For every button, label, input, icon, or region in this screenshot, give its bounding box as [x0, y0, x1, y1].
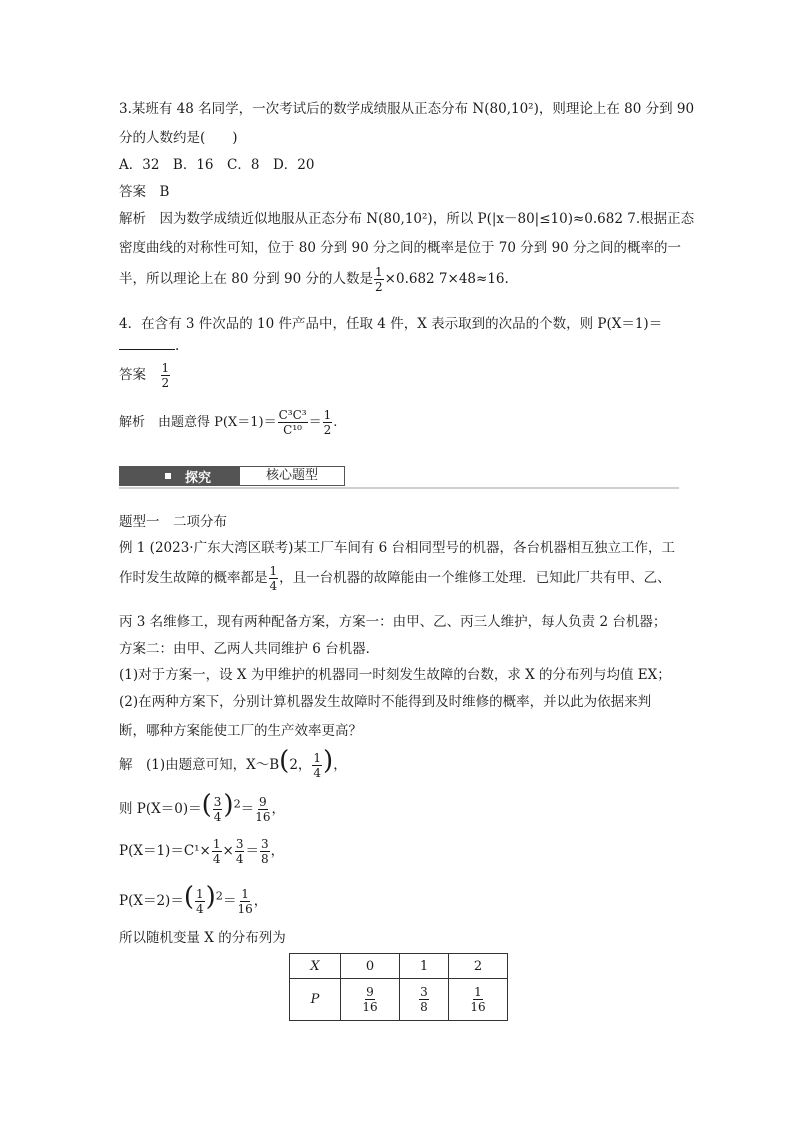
fraction	[212, 838, 222, 865]
frac-num: 1	[212, 837, 221, 851]
frac-num: 1	[313, 751, 322, 765]
square-icon	[165, 473, 171, 479]
example-text: 作时发生故障的概率都是	[119, 570, 268, 586]
comma: ，	[333, 757, 347, 773]
paren-right: )	[205, 882, 216, 912]
frac-den: 4	[269, 579, 278, 593]
solution-line1	[119, 748, 347, 779]
distribution-table	[289, 953, 508, 1021]
paren-right: )	[323, 746, 334, 776]
banner-light-tab: 核心题型	[239, 466, 345, 486]
solution-text: 则 P(X＝0)＝	[119, 801, 202, 817]
example-line3: 丙 3 名维修工，现有两种配备方案，方案一：由甲、乙、丙三人维护，每人负责 2 台机器；	[119, 614, 667, 630]
fraction	[278, 409, 308, 436]
q3-analysis-line3	[119, 266, 509, 293]
fraction	[312, 752, 322, 779]
period: .	[333, 415, 338, 430]
frac-den: 4	[313, 766, 322, 780]
q4-answer	[119, 362, 171, 389]
solution-text: P(X＝2)＝	[119, 893, 184, 909]
frac-num: C³C³	[278, 408, 307, 422]
frac-den: 16	[255, 810, 271, 824]
q3-analysis-line2: 密度曲线的对称性可知，位于 80 分到 90 分之间的概率是位于 70 分到 90 分之间的概率的一	[119, 240, 682, 256]
comma: ，	[271, 801, 286, 817]
example-text: ，且一台机器的故障能由一个维修工处理．已知此厂共有甲、乙、	[279, 570, 671, 586]
banner-dark-tab	[119, 466, 239, 486]
equals: ＝	[308, 415, 322, 430]
q3-line2: 分的人数约是( )	[119, 130, 238, 146]
fraction	[323, 409, 333, 436]
frac-num: 9	[259, 795, 267, 809]
q3-line1: 3.某班有 48 名同学，一次考试后的数学成绩服从正态分布 N(80,10²)，则理论上在 80 分到 90	[119, 101, 695, 117]
blank-end: .	[175, 338, 180, 354]
example-line2	[119, 565, 671, 592]
frac-num: 1	[241, 887, 249, 901]
frac-num: 1	[375, 265, 383, 279]
frac-num: 9	[366, 985, 374, 999]
analysis-text: 半，所以理论上在 80 分到 90 分的人数是	[119, 271, 374, 287]
fraction	[374, 266, 384, 293]
solution-line5: 所以随机变量 X 的分布列为	[119, 930, 286, 946]
equals: ＝	[222, 893, 237, 909]
banner-dark-label: 探究	[185, 471, 212, 486]
frac-den: C¹⁰	[283, 423, 302, 437]
table-header-cell: P	[290, 979, 341, 1021]
frac-den: 8	[420, 1000, 428, 1014]
frac-num: 3	[235, 837, 244, 851]
answer-value: B	[159, 184, 170, 200]
table-row	[290, 954, 508, 979]
frac-den: 4	[195, 902, 204, 916]
section-title: 题型一 二项分布	[119, 514, 227, 530]
analysis-label: 解析	[119, 415, 146, 430]
frac-num: 1	[195, 887, 204, 901]
frac-den: 4	[212, 852, 221, 866]
solution-text: (1)由题意可知，X～B	[146, 757, 280, 773]
frac-den: 4	[235, 852, 244, 866]
solution-line4	[119, 884, 267, 915]
example-line7: 断，哪种方案能使工厂的生产效率更高？	[119, 723, 362, 739]
fraction	[470, 986, 485, 1013]
section-banner	[119, 466, 345, 486]
example-line6: (2)在两种方案下，分别计算机器发生故障时不能得到及时维修的概率，并以此为依据来判	[119, 694, 652, 710]
answer-label: 答案	[119, 367, 146, 383]
example-line1: 例 1 (2023·广东大湾区联考)某工厂车间有 6 台相同型号的机器，各台机器相互独立工作，工	[119, 540, 676, 556]
analysis-label: 解析	[119, 211, 146, 227]
frac-den: 8	[260, 852, 269, 866]
exponent: 2	[233, 797, 241, 811]
solution-text: P(X＝1)＝C¹×	[119, 843, 211, 859]
frac-den: 16	[237, 902, 253, 916]
paren-left: (	[279, 746, 290, 776]
q4-analysis	[119, 409, 337, 436]
fraction	[362, 986, 377, 1013]
table-row	[290, 979, 508, 1021]
q3-answer	[119, 180, 169, 200]
q3-options: A．32 B．16 C．8 D．20	[119, 157, 315, 173]
frac-num: 1	[269, 564, 278, 578]
paren-left: (	[201, 790, 212, 820]
fraction	[237, 888, 252, 915]
fraction	[269, 565, 279, 592]
example-line4: 方案二：由甲、乙两人共同维护 6 台机器．	[119, 641, 380, 657]
analysis-text: 由题意得 P(X＝1)＝	[158, 415, 277, 430]
table-cell: 1	[400, 954, 449, 979]
comma: ，	[253, 893, 268, 909]
analysis-text: 因为数学成绩近似地服从正态分布 N(80,10²)，所以 P(|x－80|≤10)≈0.682 7.根据正态	[159, 211, 695, 227]
fraction	[195, 888, 205, 915]
frac-den: 2	[375, 280, 383, 294]
answer-fraction	[161, 362, 171, 389]
analysis-text: ×0.682 7×48≈16.	[384, 271, 509, 287]
frac-den: 16	[362, 1000, 378, 1014]
answer-label: 答案	[119, 184, 146, 200]
fraction	[260, 838, 270, 865]
answer-blank	[119, 337, 175, 350]
fraction	[213, 796, 223, 823]
times: ×	[222, 843, 234, 859]
frac-num: 1	[474, 985, 482, 999]
paren-left: (	[183, 882, 194, 912]
frac-num: 1	[161, 361, 170, 375]
solution-line3	[119, 838, 284, 865]
solution-label: 解	[119, 757, 133, 773]
equals: ＝	[240, 801, 255, 817]
solution-line2	[119, 792, 285, 823]
table-cell	[400, 979, 449, 1021]
q4-line2	[119, 337, 179, 354]
table-cell: 2	[449, 954, 508, 979]
frac-den: 2	[323, 423, 332, 437]
example-line5: (1)对于方案一，设 X 为甲维护的机器同一时刻发生故障的台数，求 X 的分布列与均值 EX；	[119, 667, 671, 683]
table-cell	[341, 979, 400, 1021]
paren-right: )	[223, 790, 234, 820]
frac-num: 1	[323, 408, 332, 422]
frac-den: 4	[213, 810, 222, 824]
frac-den: 2	[161, 376, 170, 390]
q3-analysis-line1	[119, 207, 694, 227]
frac-num: 3	[420, 985, 428, 999]
exponent: 2	[215, 889, 223, 903]
solution-text: 2，	[289, 757, 312, 773]
equals: ＝	[245, 843, 259, 859]
fraction	[235, 838, 245, 865]
q4-line1: 4．在含有 3 件次品的 10 件产品中，任取 4 件，X 表示取到的次品的个数，则 P(X＝1)＝	[119, 316, 663, 332]
banner-rule	[119, 487, 679, 489]
frac-den: 16	[470, 1000, 486, 1014]
table-cell: 0	[341, 954, 400, 979]
table-header-cell: X	[290, 954, 341, 979]
frac-num: 3	[213, 795, 222, 809]
table-cell	[449, 979, 508, 1021]
fraction	[419, 986, 429, 1013]
fraction	[255, 796, 270, 823]
frac-num: 3	[260, 837, 269, 851]
comma: ，	[270, 843, 285, 859]
